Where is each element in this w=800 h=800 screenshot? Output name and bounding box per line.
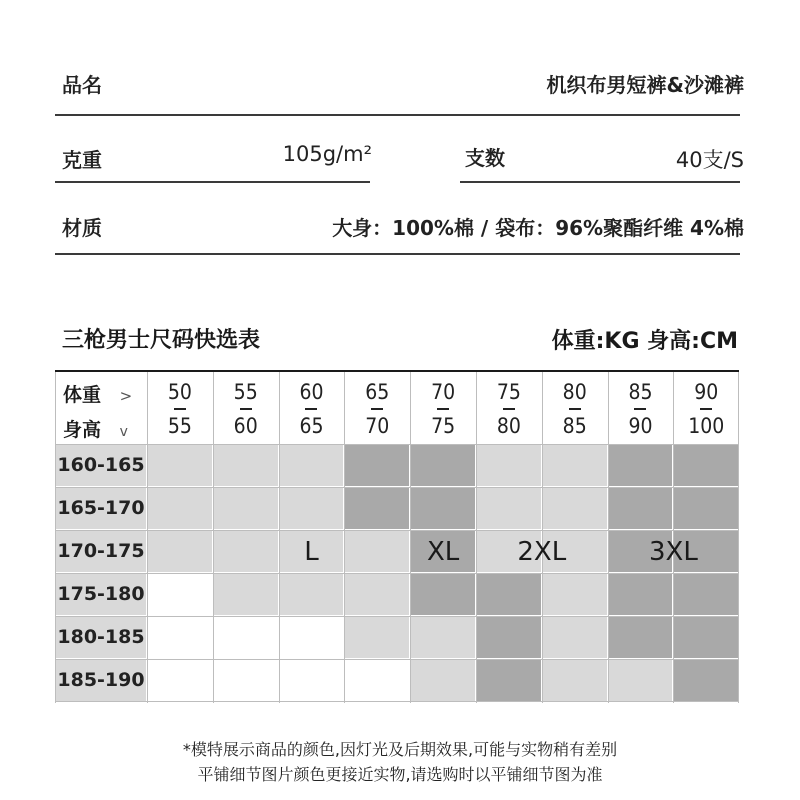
grid-line: [213, 372, 214, 703]
height-range-label: 160-165: [57, 454, 145, 476]
weight-range-header: [344, 382, 410, 437]
size-cell: [476, 573, 542, 616]
material-value: 大身：100%棉 / 袋布：96%聚酯纤维 4%棉: [332, 216, 744, 240]
weight-range-low: 75: [496, 380, 521, 404]
size-cell: [542, 573, 608, 616]
size-cell: [147, 487, 213, 530]
divider: [55, 181, 370, 183]
weight-range-high: 65: [299, 414, 324, 438]
weight-range-high: 90: [628, 414, 653, 438]
size-label: XL: [426, 537, 460, 567]
grid-line: [55, 372, 56, 703]
weight-range-low: 85: [628, 380, 653, 404]
weight-range-header: [279, 382, 345, 437]
grid-line: [147, 372, 148, 703]
size-cell: [410, 487, 476, 530]
range-dash: [634, 408, 646, 410]
count-label: 支数: [465, 146, 505, 170]
size-label: 3XL: [648, 537, 698, 567]
weight-range-low: 55: [233, 380, 258, 404]
size-cell: [476, 487, 542, 530]
size-cell: [673, 616, 739, 659]
range-dash: [305, 408, 317, 410]
size-cell: [147, 573, 213, 616]
weight-range-high: 75: [431, 414, 456, 438]
weight-range-high: 55: [167, 414, 192, 438]
weight-range-low: 70: [431, 380, 456, 404]
size-cell: [476, 444, 542, 487]
weight-range-low: 80: [562, 380, 587, 404]
weight-range-low: 90: [694, 380, 719, 404]
size-cell: [673, 487, 739, 530]
size-cell: [147, 444, 213, 487]
size-cell: [147, 659, 213, 702]
weight-range-low: 50: [167, 380, 192, 404]
grid-line: [55, 530, 739, 531]
arrow-down-icon: v: [119, 424, 128, 440]
grid-line: [55, 487, 739, 488]
size-cell: [673, 659, 739, 702]
divider: [55, 253, 740, 255]
grid-line: [55, 444, 739, 445]
size-cell: [410, 444, 476, 487]
size-cell: [673, 573, 739, 616]
size-cell: [476, 659, 542, 702]
size-cell: [213, 444, 279, 487]
size-label: 2XL: [517, 537, 567, 567]
height-range-label: 170-175: [57, 540, 145, 562]
weight-value: 105g/m²: [282, 142, 372, 166]
chart-title: 三枪男士尺码快选表: [62, 328, 261, 353]
divider: [460, 181, 740, 183]
size-cell: [476, 616, 542, 659]
name-value: 机织布男短裤&沙滩裤: [546, 73, 744, 97]
material-label: 材质: [62, 216, 102, 240]
size-cell: [673, 444, 739, 487]
size-cell: [147, 616, 213, 659]
size-cell: [344, 616, 410, 659]
size-label: L: [304, 537, 319, 567]
size-cell: [344, 487, 410, 530]
weight-range-low: 65: [365, 380, 390, 404]
size-cell: [410, 616, 476, 659]
grid-line: [55, 573, 739, 574]
size-cell: [542, 659, 608, 702]
height-range-label: 185-190: [57, 669, 145, 691]
weight-range-header: [476, 382, 542, 437]
height-range-label: 165-170: [57, 497, 145, 519]
size-chart-grid: [55, 370, 739, 703]
size-cell: [279, 616, 345, 659]
range-dash: [240, 408, 252, 410]
weight-range-header: [147, 382, 213, 437]
size-cell: [279, 444, 345, 487]
weight-range-high: 80: [496, 414, 521, 438]
divider: [55, 114, 740, 116]
grid-line: [55, 616, 739, 617]
weight-range-low: 60: [299, 380, 324, 404]
weight-range-high: 70: [365, 414, 390, 438]
weight-range-header: [410, 382, 476, 437]
size-cell: [344, 573, 410, 616]
footnote-line-2: 平铺细节图片颜色更接近实物,请选购时以平铺细节图为准: [197, 765, 603, 784]
weight-range-header: [673, 382, 739, 437]
grid-line: [55, 659, 739, 660]
range-dash: [569, 408, 581, 410]
height-range-label: 180-185: [57, 626, 145, 648]
grid-line: [55, 701, 739, 702]
size-cell: [608, 487, 674, 530]
size-cell: [279, 659, 345, 702]
size-cell: [542, 616, 608, 659]
size-cell: [608, 616, 674, 659]
size-cell: [542, 487, 608, 530]
weight-range-high: 100: [688, 414, 725, 438]
weight-range-header: [608, 382, 674, 437]
size-cell: [344, 659, 410, 702]
corner-weight: 体重 >: [63, 384, 133, 406]
size-cell: [608, 573, 674, 616]
size-cell: [279, 573, 345, 616]
footnote-line-1: *模特展示商品的颜色,因灯光及后期效果,可能与实物稍有差别: [182, 740, 618, 759]
corner-height: 身高 v: [63, 419, 128, 441]
size-cell: [147, 530, 213, 573]
size-cell: [608, 444, 674, 487]
grid-line: [738, 372, 739, 703]
grid-line: [608, 372, 609, 703]
weight-label: 克重: [62, 148, 102, 172]
size-cell: [279, 487, 345, 530]
size-cell: [608, 659, 674, 702]
weight-range-high: 60: [233, 414, 258, 438]
name-label: 品名: [62, 73, 102, 97]
range-dash: [437, 408, 449, 410]
size-cell: [410, 659, 476, 702]
size-cell: [213, 487, 279, 530]
size-cell: [542, 444, 608, 487]
size-cell: [213, 616, 279, 659]
size-cell: [344, 444, 410, 487]
weight-range-header: [542, 382, 608, 437]
size-cell: [213, 659, 279, 702]
height-range-label: 175-180: [57, 583, 145, 605]
size-cell: [410, 573, 476, 616]
count-value: 40支/S: [675, 148, 744, 172]
chart-units: 体重:KG 身高:CM: [551, 329, 738, 354]
range-dash: [503, 408, 515, 410]
range-dash: [174, 408, 186, 410]
arrow-right-icon: >: [119, 387, 133, 405]
weight-range-high: 85: [562, 414, 587, 438]
weight-range-header: [213, 382, 279, 437]
range-dash: [700, 408, 712, 410]
size-cell: [213, 573, 279, 616]
range-dash: [371, 408, 383, 410]
